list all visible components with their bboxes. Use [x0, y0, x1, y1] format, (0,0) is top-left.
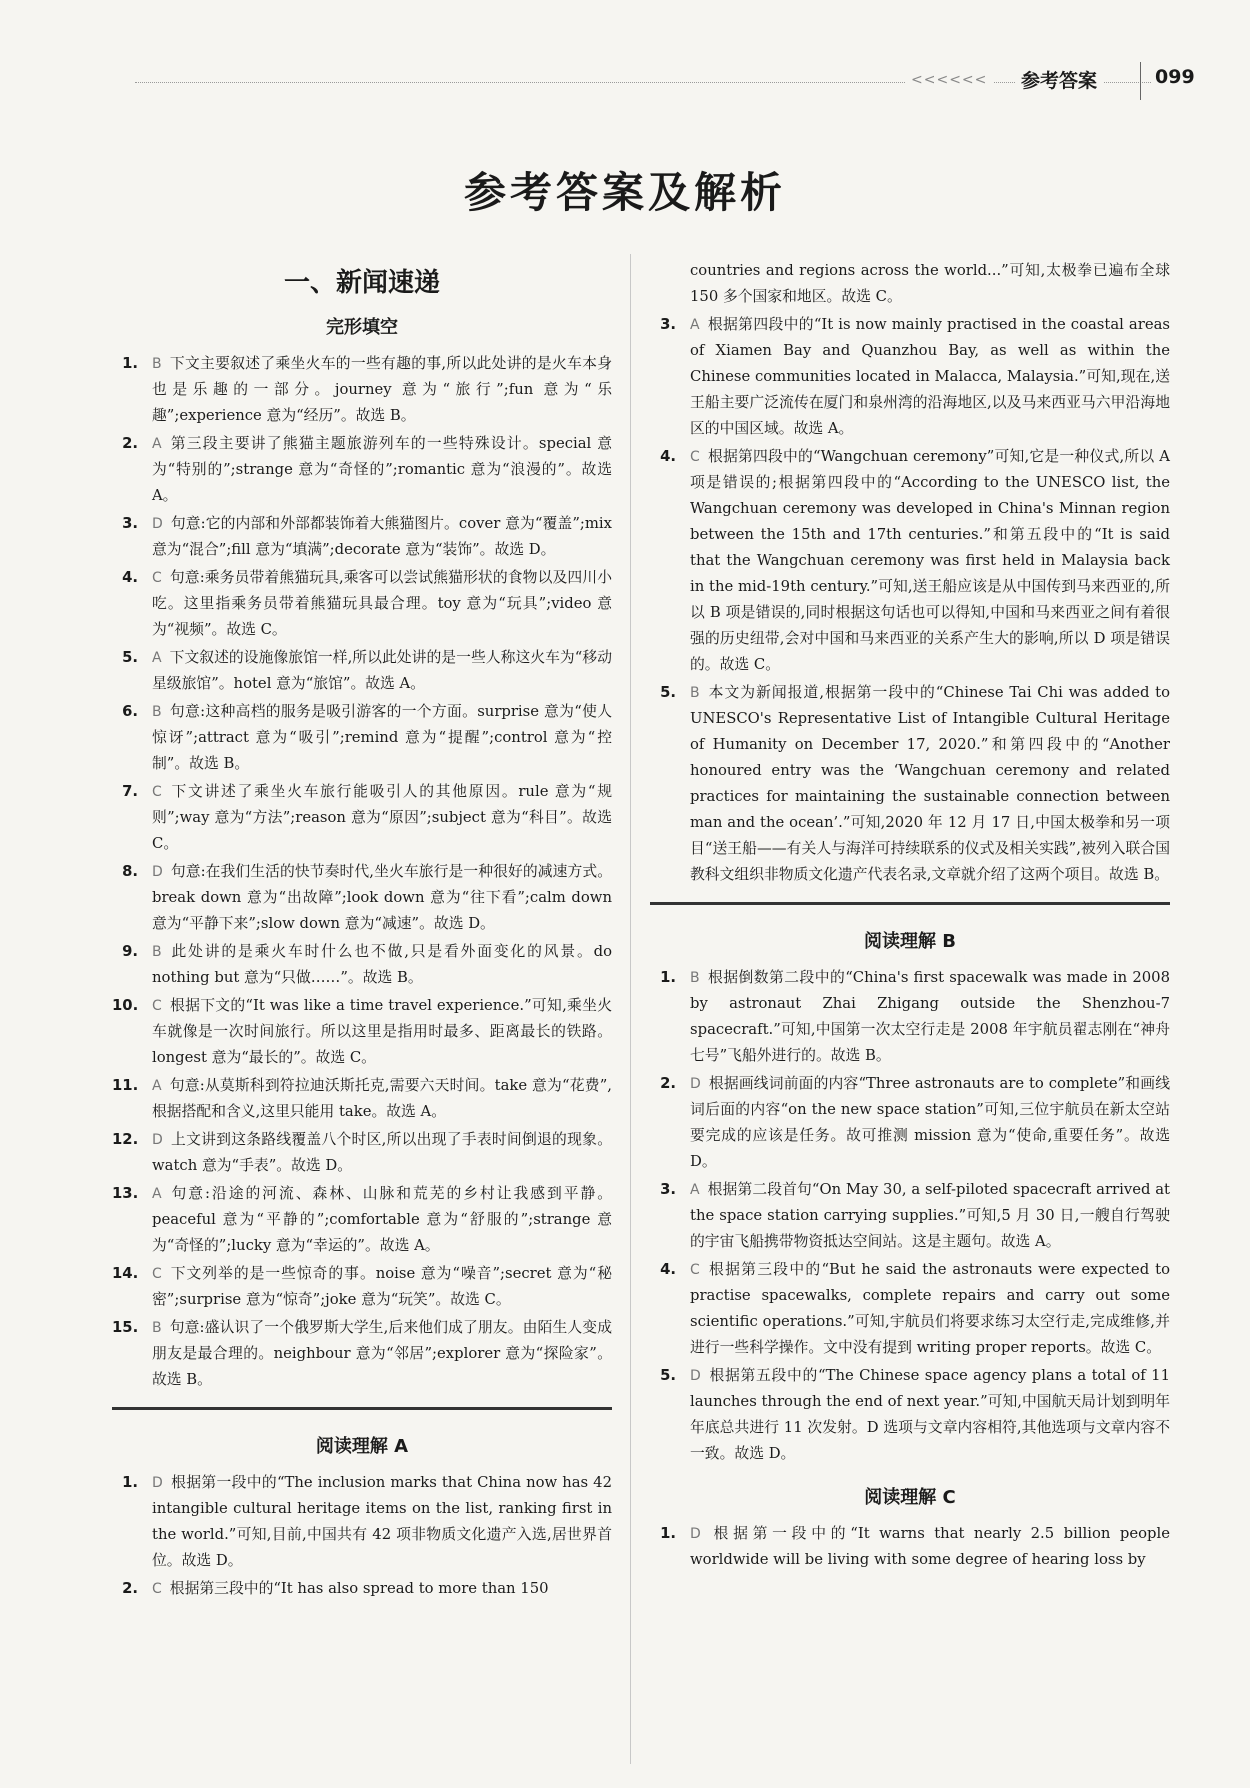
answer-letter: D [690, 1526, 701, 1542]
answer-item [650, 1363, 1170, 1467]
answer-explanation: 根据倒数第二段中的“China's first spacewalk was made in 2008 by astronaut Zhai Zhigang outside the Shenzhou-7 spacecraft.”可知,中国第一次太空行走是 2008 年宇航员翟志刚在“神舟七号”飞船外进行的。故选 B。 [690, 969, 1170, 1064]
header-arrows-icon: <<<<<< [905, 72, 993, 88]
answer-item [112, 699, 612, 777]
answer-number: 5. [660, 684, 676, 701]
answer-item [650, 444, 1170, 678]
answer-explanation: 句意:这种高档的服务是吸引游客的一个方面。surprise 意为“使人惊讶”;attract 意为“吸引”;remind 意为“提醒”;control 意为“控制”。故选 B。 [152, 703, 612, 772]
answer-explanation: 下文叙述的设施像旅馆一样,所以此处讲的是一些人称这火车为“移动星级旅馆”。hotel 意为“旅馆”。故选 A。 [152, 649, 612, 692]
column-divider [630, 254, 631, 1764]
answer-explanation: 根据第一段中的“The inclusion marks that China now has 42 intangible cultural heritage items on the list, ranking first in the world.”可知,目前,中国共有 42 项非物质文化遗产入选,居世界首位。故选 D。 [152, 1474, 612, 1569]
answer-letter: D [690, 1076, 701, 1092]
answer-letter: A [690, 317, 700, 333]
answer-explanation: 下文讲述了乘坐火车旅行能吸引人的其他原因。rule 意为“规则”;way 意为“方法”;reason 意为“原因”;subject 意为“科目”。故选 C。 [152, 783, 612, 852]
page-title: 参考答案及解析 [463, 168, 786, 217]
page-header [135, 62, 1195, 102]
section-title-cloze: 完形填空 [326, 317, 398, 338]
section-separator [650, 902, 1170, 905]
answer-letter: D [690, 1368, 701, 1384]
answer-explanation: 下文列举的是一些惊奇的事。noise 意为“噪音”;secret 意为“秘密”;surprise 意为“惊奇”;joke 意为“玩笑”。故选 C。 [152, 1265, 612, 1308]
answer-number: 1. [122, 1474, 138, 1491]
cloze-answer-list [112, 351, 612, 1393]
answer-letter: B [152, 356, 162, 372]
answer-item [112, 1073, 612, 1125]
answer-number: 15. [112, 1319, 139, 1336]
answer-letter: B [690, 685, 700, 701]
section-separator [112, 1407, 612, 1410]
answer-letter: B [152, 704, 162, 720]
answer-explanation: 根据下文的“It was like a time travel experience.”可知,乘坐火车就像是一次时间旅行。所以这里是指用时最多、距离最长的铁路。longest 意为“最长的”。故选 C。 [152, 997, 612, 1066]
answer-explanation: 根据第四段中的“It is now mainly practised in the coastal areas of Xiamen Bay and Quanzhou Bay, as well as within the Chinese communities located in Malacca, Malaysia.”可知,现在,送王船主要广泛流传在厦门和泉州湾的沿海地区,以及马来西亚马六甲沿海地区的中国区域。故选 A。 [690, 316, 1170, 437]
answer-letter: B [690, 970, 700, 986]
answer-number: 14. [112, 1265, 139, 1282]
answer-letter: C [152, 1581, 162, 1597]
continued-text: countries and regions across the world...”可知,太极拳已遍布全球 150 多个国家和地区。故选 C。 [690, 262, 1170, 305]
answer-letter: C [152, 570, 162, 586]
reading-b-answer-list [650, 965, 1170, 1467]
answer-item [112, 1315, 612, 1393]
answer-number: 11. [112, 1077, 139, 1094]
answer-item [112, 939, 612, 991]
answer-item [112, 1127, 612, 1179]
answer-letter: B [152, 1320, 162, 1336]
answer-item [112, 1470, 612, 1574]
answer-number: 6. [122, 703, 138, 720]
answer-item [112, 431, 612, 509]
answer-explanation: 句意:它的内部和外部都装饰着大熊猫图片。cover 意为“覆盖”;mix 意为“混合”;fill 意为“填满”;decorate 意为“装饰”。故选 D。 [152, 515, 612, 558]
answer-item [650, 1257, 1170, 1361]
answer-number: 9. [122, 943, 138, 960]
answer-letter: C [152, 1266, 162, 1282]
section-title-reading-c: 阅读理解 C [864, 1487, 956, 1508]
answer-item [650, 1071, 1170, 1175]
answer-item [112, 511, 612, 563]
answer-explanation: 根据第五段中的“The Chinese space agency plans a total of 11 launches through the end of next year.”可知,中国航天局计划到明年年底总共进行 11 次发射。D 选项与文章内容相符,其他选项与文章内容不一致。故选 D。 [690, 1367, 1170, 1462]
answer-letter: D [152, 516, 163, 532]
answer-letter: D [152, 1475, 163, 1491]
answer-letter: C [152, 784, 162, 800]
answer-explanation: 句意:盛认识了一个俄罗斯大学生,后来他们成了朋友。由陌生人变成朋友是最合理的。neighbour 意为“邻居”;explorer 意为“探险家”。故选 B。 [152, 1319, 612, 1388]
answer-number: 4. [660, 448, 676, 465]
answer-explanation: 根据画线词前面的内容“Three astronauts are to complete”和画线词后面的内容“on the new space station”可知,三位宇航员在新太空站要完成的应该是任务。故可推测 mission 意为“使命,重要任务”。故选 D。 [690, 1075, 1170, 1170]
answer-explanation: 下文主要叙述了乘坐火车的一些有趣的事,所以此处讲的是火车本身也是乐趣的一部分。journey 意为“旅行”;fun 意为“乐趣”;experience 意为“经历”。故选 B。 [152, 355, 612, 424]
header-divider [1140, 62, 1141, 100]
answer-item [650, 1521, 1170, 1573]
answer-letter: C [690, 449, 700, 465]
answer-number: 12. [112, 1131, 139, 1148]
answer-number: 3. [660, 316, 676, 333]
answer-letter: A [152, 436, 162, 452]
answer-item [112, 645, 612, 697]
page-number: 099 [1151, 66, 1199, 88]
answer-item [650, 680, 1170, 888]
answer-explanation: 句意:从莫斯科到符拉迪沃斯托克,需要六天时间。take 意为“花费”,根据搭配和含义,这里只能用 take。故选 A。 [152, 1077, 612, 1120]
reading-a-answer-list [112, 1470, 612, 1602]
answer-explanation: 本文为新闻报道,根据第一段中的“Chinese Tai Chi was added to UNESCO's Representative List of Intangible Cultural Heritage of Humanity on December 17, 2020.”和第四段中的“Another honoured entry was the ‘Wangchuan ceremony and related practices for maintaining the sustainable connection between man and the ocean’.”可知,2020 年 12 月 17 日,中国太极拳和另一项目“送王船——有关人与海洋可持续联系的仪式及相关实践”,被列入联合国教科文组织非物质文化遗产代表名录,文章就介绍了这两个项目。故选 B。 [690, 684, 1170, 883]
answer-explanation: 根据第一段中的“It warns that nearly 2.5 billion people worldwide will be living with some degree of hearing loss by [690, 1525, 1170, 1568]
answer-item [112, 859, 612, 937]
answer-letter: D [152, 864, 163, 880]
answer-item [112, 993, 612, 1071]
answer-item [650, 312, 1170, 442]
reading-c-answer-list [650, 1521, 1170, 1573]
answer-letter: D [152, 1132, 163, 1148]
header-section-label: 参考答案 [1015, 66, 1103, 93]
answer-letter: A [152, 650, 162, 666]
answer-explanation: 根据第二段首句“On May 30, a self-piloted spacecraft arrived at the space station carrying supplies.”可知,5 月 30 日,一艘自行驾驶的宇宙飞船携带物资抵达空间站。这是主题句。故选 A。 [690, 1181, 1170, 1250]
answer-item [112, 779, 612, 857]
answer-number: 1. [660, 969, 676, 986]
answer-explanation: 上文讲到这条路线覆盖八个时区,所以出现了手表时间倒退的现象。watch 意为“手表”。故选 D。 [152, 1131, 612, 1174]
answer-item [112, 351, 612, 429]
answer-number: 13. [112, 1185, 139, 1202]
answer-explanation: 句意:乘务员带着熊猫玩具,乘客可以尝试熊猫形状的食物以及四川小吃。这里指乘务员带着熊猫玩具最合理。toy 意为“玩具”;video 意为“视频”。故选 C。 [152, 569, 612, 638]
answer-number: 2. [122, 435, 138, 452]
answer-number: 3. [122, 515, 138, 532]
answer-number: 10. [112, 997, 139, 1014]
answer-number: 2. [122, 1580, 138, 1597]
answer-explanation: 根据第四段中的“Wangchuan ceremony”可知,它是一种仪式,所以 A 项是错误的;根据第四段中的“According to the UNESCO list, the Wangchuan ceremony was developed in China's Minnan region between the 15th and 17th centuries.”和第五段中的“It is said that the Wangchuan ceremony was first held in Malaysia back in the mid-19th century.”可知,送王船应该是从中国传到马来西亚的,所以 B 项是错误的,同时根据这句话也可以得知,中国和马来西亚之间有着很强的历史纽带,会对中国和马来西亚的关系产生大的影响,所以 D 项是错误的。故选 C。 [690, 448, 1170, 673]
answer-explanation: 根据第三段中的“It has also spread to more than 150 [169, 1580, 549, 1597]
answer-letter: C [690, 1262, 700, 1278]
answer-number: 2. [660, 1075, 676, 1092]
answer-letter: B [152, 944, 162, 960]
section-title-reading-b: 阅读理解 B [864, 931, 956, 952]
answer-number: 5. [660, 1367, 676, 1384]
answer-item [650, 965, 1170, 1069]
answer-letter: A [152, 1078, 162, 1094]
answer-item [650, 1177, 1170, 1255]
answer-number: 1. [122, 355, 138, 372]
answer-item [112, 1576, 612, 1602]
answer-explanation: 句意:沿途的河流、森林、山脉和荒芜的乡村让我感到平静。peaceful 意为“平静的”;comfortable 意为“舒服的”;strange 意为“奇怪的”;lucky 意为“幸运的”。故选 A。 [152, 1185, 612, 1254]
answer-number: 3. [660, 1181, 676, 1198]
answer-number: 5. [122, 649, 138, 666]
answer-explanation: 第三段主要讲了熊猫主题旅游列车的一些特殊设计。special 意为“特别的”;strange 意为“奇怪的”;romantic 意为“浪漫的”。故选 A。 [152, 435, 612, 504]
answer-number: 7. [122, 783, 138, 800]
answer-number: 8. [122, 863, 138, 880]
right-column [650, 258, 1170, 1575]
answer-explanation: 根据第三段中的“But he said the astronauts were expected to practise spacewalks, complete repairs and carry out some scientific operations.”可知,宇航员们将要求练习太空行走,完成维修,并进行一些科学操作。文中没有提到 writing proper reports。故选 C。 [690, 1261, 1170, 1356]
answer-explanation: 句意:在我们生活的快节奏时代,坐火车旅行是一种很好的减速方式。break down 意为“出故障”;look down 意为“往下看”;calm down 意为“平静下来”;slow down 意为“减速”。故选 D。 [152, 863, 612, 932]
left-column [112, 254, 612, 1604]
answer-number: 4. [122, 569, 138, 586]
answer-number: 4. [660, 1261, 676, 1278]
answer-item [112, 1261, 612, 1313]
answer-letter: A [690, 1182, 700, 1198]
answer-letter: A [152, 1186, 162, 1202]
section-title-reading-a: 阅读理解 A [315, 1436, 409, 1457]
answer-explanation: 此处讲的是乘火车时什么也不做,只是看外面变化的风景。do nothing but 意为“只做……”。故选 B。 [152, 943, 612, 986]
reading-a-answer-list-continued [650, 312, 1170, 888]
answer-item [112, 565, 612, 643]
answer-number: 1. [660, 1525, 676, 1542]
answer-item [112, 1181, 612, 1259]
part-title: 一、新闻速递 [283, 268, 440, 298]
answer-letter: C [152, 998, 162, 1014]
